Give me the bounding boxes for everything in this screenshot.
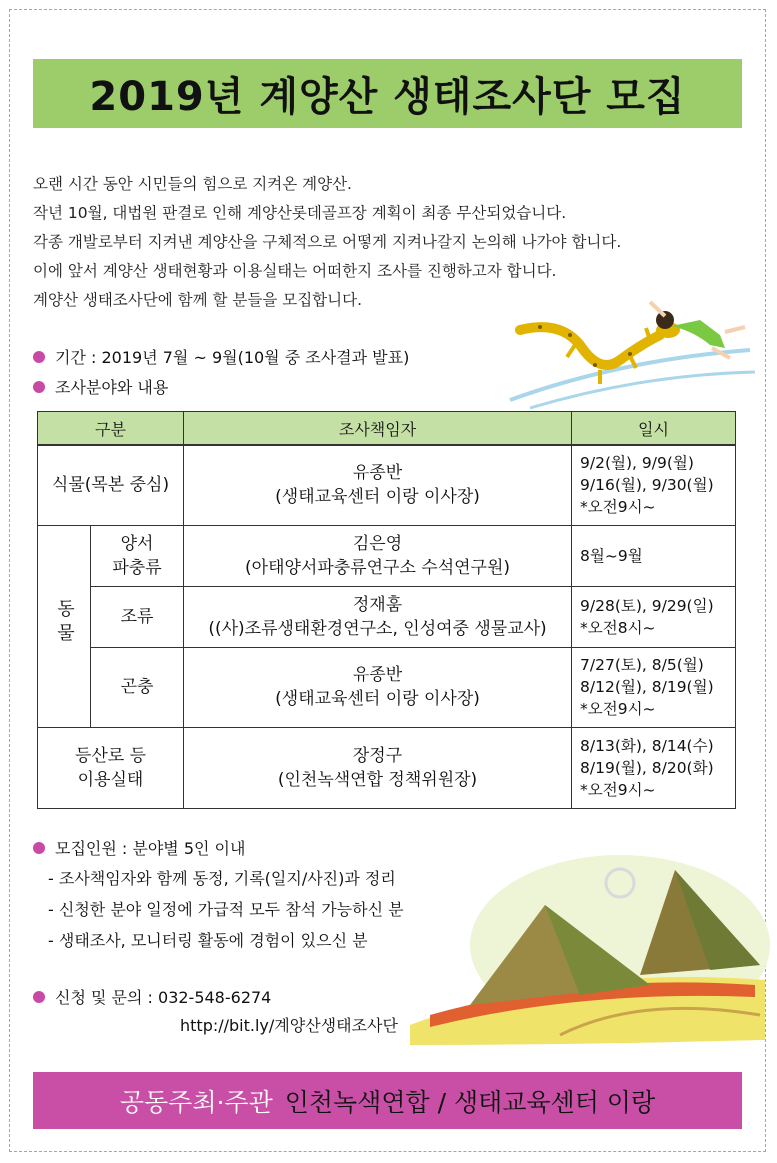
leader-cell xyxy=(184,586,572,647)
contact-line xyxy=(33,985,271,1008)
animal-label: 동물 xyxy=(54,598,75,647)
leader-name: 장정구 xyxy=(352,745,403,766)
date-line: 9/16(월), 9/30(월) xyxy=(580,476,714,495)
animal-category-cell xyxy=(38,525,91,727)
date-line: *오전8시~ xyxy=(580,618,656,637)
period-line xyxy=(33,345,409,368)
header-leader: 조사책임자 xyxy=(184,412,572,446)
recruit-heading-line xyxy=(33,836,245,859)
leader-affiliation: (생태교육센터 이랑 이사장) xyxy=(275,689,480,709)
date-line: 7/27(토), 8/5(월) xyxy=(580,656,704,674)
subcategory-cell: 조류 xyxy=(91,586,184,647)
fields-heading-line xyxy=(33,375,168,398)
table-row xyxy=(38,586,736,647)
leader-affiliation: ((사)조류생태환경연구소, 인성여중 생물교사) xyxy=(208,618,547,639)
period-text: 기간 : 2019년 7월 ~ 9월(10월 중 조사결과 발표) xyxy=(55,348,410,367)
leader-cell xyxy=(184,727,572,808)
leader-name: 김은영 xyxy=(352,533,403,554)
leader-cell xyxy=(184,647,572,727)
header-dates: 일시 xyxy=(572,412,736,446)
salamander-illustration xyxy=(500,290,760,410)
recruit-item: - 조사책임자와 함께 동정, 기록(일지/사진)과 정리 xyxy=(48,869,396,888)
contact-label: 신청 및 문의 : 032-548-6274 xyxy=(55,988,272,1007)
leader-cell xyxy=(184,445,572,525)
bullet-icon xyxy=(33,351,45,363)
date-line: *오전9시~ xyxy=(580,700,656,718)
dates-cell xyxy=(572,445,736,525)
dates-cell xyxy=(572,586,736,647)
date-line: *오전9시~ xyxy=(580,498,656,517)
bullet-icon xyxy=(33,991,45,1003)
recruit-heading: 모집인원 : 분야별 5인 이내 xyxy=(55,839,246,858)
date-line: 8/13(화), 8/14(수) xyxy=(580,736,714,755)
dates-cell xyxy=(572,727,736,808)
footer-banner xyxy=(33,1072,742,1129)
category-line: 등산로 등 xyxy=(74,745,147,766)
subcategory-line: 파충류 xyxy=(112,557,162,578)
mountain-illustration xyxy=(410,845,770,1050)
date-line: 9/28(토), 9/29(일) xyxy=(580,596,714,615)
subcategory-cell: 곤충 xyxy=(91,647,184,727)
date-line: 9/2(월), 9/9(월) xyxy=(580,454,694,473)
contact-url[interactable]: http://bit.ly/계양산생태조사단 xyxy=(180,1016,398,1035)
category-cell: 식물(목본 중심) xyxy=(38,445,184,525)
bullet-icon xyxy=(33,842,45,854)
recruit-item: - 생태조사, 모니터링 활동에 경험이 있으신 분 xyxy=(48,931,368,950)
table-row xyxy=(38,525,736,586)
intro-line: 각종 개발로부터 지켜낸 계양산을 구체적으로 어떻게 지켜나갈지 논의해 나가야 합니다. xyxy=(33,233,622,251)
date-line: *오전9시~ xyxy=(580,780,656,799)
leader-cell xyxy=(184,525,572,586)
leader-affiliation: (생태교육센터 이랑 이사장) xyxy=(275,487,480,508)
table-header-row xyxy=(38,412,736,446)
leader-name: 정재훔 xyxy=(352,594,403,615)
intro-line: 계양산 생태조사단에 함께 할 분들을 모집합니다. xyxy=(33,291,363,309)
date-line: 8월~9월 xyxy=(580,546,643,565)
table-row xyxy=(38,727,736,808)
dates-cell xyxy=(572,525,736,586)
survey-table xyxy=(37,411,736,809)
table-row xyxy=(38,647,736,727)
date-line: 8/12(월), 8/19(월) xyxy=(580,678,714,696)
page-title: 2019년 계양산 생태조사단 모집 xyxy=(89,74,686,120)
leader-name: 유종반 xyxy=(352,463,403,484)
title-banner xyxy=(33,59,742,128)
intro-line: 작년 10월, 대법원 판결로 인해 계양산롯데골프장 계획이 최종 무산되었습니다. xyxy=(33,204,567,222)
intro-line: 오랜 시간 동안 시민들의 힘으로 지켜온 계양산. xyxy=(33,175,352,193)
category-cell xyxy=(38,727,184,808)
intro-line: 이에 앞서 계양산 생태현황과 이용실태는 어떠한지 조사를 진행하고자 합니다. xyxy=(33,262,557,280)
fields-heading: 조사분야와 내용 xyxy=(55,378,169,397)
bullet-icon xyxy=(33,381,45,393)
recruit-item: - 신청한 분야 일정에 가급적 모두 참석 가능하신 분 xyxy=(48,900,404,919)
category-line: 이용실태 xyxy=(77,769,144,790)
dates-cell xyxy=(572,647,736,727)
subcategory-cell xyxy=(91,525,184,586)
header-category: 구분 xyxy=(38,412,184,446)
footer-hosts: 인천녹색연합 / 생태교육센터 이랑 xyxy=(284,1087,656,1117)
leader-affiliation: (인천녹색연합 정책위원장) xyxy=(277,769,478,790)
table-row xyxy=(38,445,736,525)
leader-affiliation: (아태양서파충류연구소 수석연구원) xyxy=(245,557,511,578)
leader-name: 유종반 xyxy=(352,665,403,685)
date-line: 8/19(월), 8/20(화) xyxy=(580,758,714,777)
footer-hosts-label: 공동주최·주관 xyxy=(119,1087,273,1117)
subcategory-line: 양서 xyxy=(120,533,154,554)
